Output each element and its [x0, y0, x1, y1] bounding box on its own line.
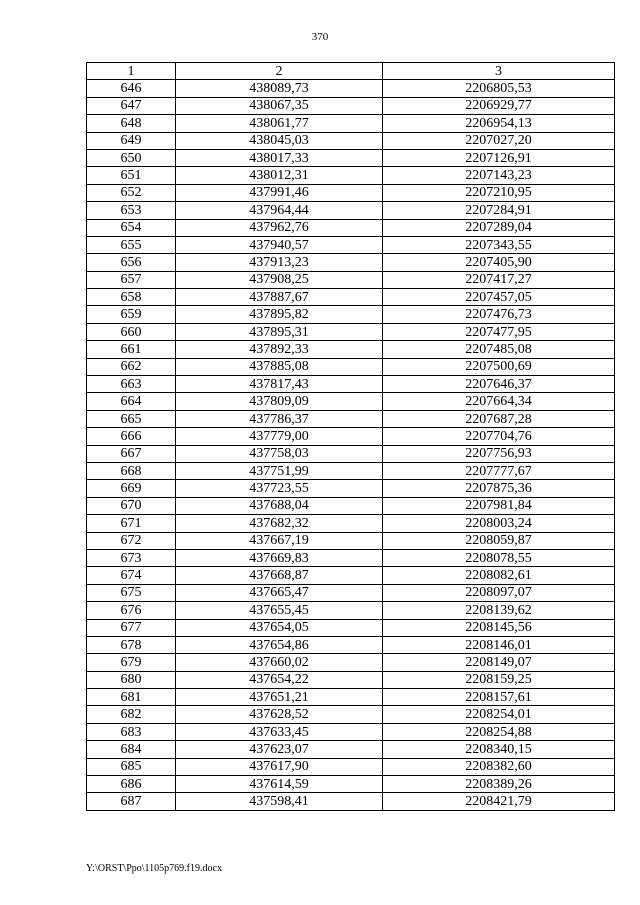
table-row — [87, 428, 615, 445]
table-row — [87, 706, 615, 723]
y-coordinate-cell: 2208097,07 — [383, 584, 615, 601]
table-row — [87, 323, 615, 340]
y-coordinate-cell: 2207477,95 — [383, 323, 615, 340]
point-number-cell: 684 — [87, 741, 176, 758]
table-row — [87, 758, 615, 775]
table-row — [87, 184, 615, 201]
x-coordinate-cell: 437723,55 — [176, 480, 383, 497]
point-number-cell: 678 — [87, 636, 176, 653]
x-coordinate-cell: 437892,33 — [176, 341, 383, 358]
y-coordinate-cell: 2207143,23 — [383, 167, 615, 184]
x-coordinate-cell: 437758,03 — [176, 445, 383, 462]
table-row — [87, 671, 615, 688]
y-coordinate-cell: 2207500,69 — [383, 358, 615, 375]
table-row — [87, 149, 615, 166]
table-row — [87, 480, 615, 497]
y-coordinate-cell: 2208389,26 — [383, 776, 615, 793]
point-number-cell: 659 — [87, 306, 176, 323]
y-coordinate-cell: 2206805,53 — [383, 80, 615, 97]
x-coordinate-cell: 437660,02 — [176, 654, 383, 671]
table-row — [87, 219, 615, 236]
table-row — [87, 515, 615, 532]
table-row — [87, 97, 615, 114]
x-coordinate-cell: 437598,41 — [176, 793, 383, 810]
x-coordinate-cell: 437655,45 — [176, 602, 383, 619]
x-coordinate-cell: 437940,57 — [176, 236, 383, 253]
table-row — [87, 567, 615, 584]
y-coordinate-cell: 2207284,91 — [383, 202, 615, 219]
x-coordinate-cell: 438061,77 — [176, 115, 383, 132]
y-coordinate-cell: 2207405,90 — [383, 254, 615, 271]
x-coordinate-cell: 437654,05 — [176, 619, 383, 636]
x-coordinate-cell: 437617,90 — [176, 758, 383, 775]
point-number-cell: 660 — [87, 323, 176, 340]
x-coordinate-cell: 437665,47 — [176, 584, 383, 601]
y-coordinate-cell: 2208254,88 — [383, 723, 615, 740]
y-coordinate-cell: 2208078,55 — [383, 549, 615, 566]
x-coordinate-cell: 437779,00 — [176, 428, 383, 445]
y-coordinate-cell: 2208340,15 — [383, 741, 615, 758]
x-coordinate-cell: 437817,43 — [176, 376, 383, 393]
table-row — [87, 115, 615, 132]
y-coordinate-cell: 2208003,24 — [383, 515, 615, 532]
x-coordinate-cell: 438017,33 — [176, 149, 383, 166]
y-coordinate-cell: 2208059,87 — [383, 532, 615, 549]
point-number-cell: 653 — [87, 202, 176, 219]
y-coordinate-cell: 2207210,95 — [383, 184, 615, 201]
table-row — [87, 167, 615, 184]
x-coordinate-cell: 437654,22 — [176, 671, 383, 688]
point-number-cell: 672 — [87, 532, 176, 549]
table-row — [87, 654, 615, 671]
point-number-cell: 656 — [87, 254, 176, 271]
point-number-cell: 683 — [87, 723, 176, 740]
y-coordinate-cell: 2207343,55 — [383, 236, 615, 253]
table-row — [87, 689, 615, 706]
y-coordinate-cell: 2208149,07 — [383, 654, 615, 671]
column-header-2: 2 — [176, 63, 383, 80]
x-coordinate-cell: 438012,31 — [176, 167, 383, 184]
y-coordinate-cell: 2206954,13 — [383, 115, 615, 132]
point-number-cell: 682 — [87, 706, 176, 723]
point-number-cell: 680 — [87, 671, 176, 688]
x-coordinate-cell: 437688,04 — [176, 497, 383, 514]
column-header-1: 1 — [87, 63, 176, 80]
y-coordinate-cell: 2207476,73 — [383, 306, 615, 323]
point-number-cell: 670 — [87, 497, 176, 514]
point-number-cell: 658 — [87, 289, 176, 306]
x-coordinate-cell: 438067,35 — [176, 97, 383, 114]
y-coordinate-cell: 2208146,01 — [383, 636, 615, 653]
table-row — [87, 602, 615, 619]
y-coordinate-cell: 2206929,77 — [383, 97, 615, 114]
y-coordinate-cell: 2207646,37 — [383, 376, 615, 393]
y-coordinate-cell: 2207777,67 — [383, 462, 615, 479]
table-row — [87, 132, 615, 149]
table-row — [87, 289, 615, 306]
point-number-cell: 657 — [87, 271, 176, 288]
y-coordinate-cell: 2208139,62 — [383, 602, 615, 619]
table-row — [87, 497, 615, 514]
x-coordinate-cell: 437887,67 — [176, 289, 383, 306]
point-number-cell: 671 — [87, 515, 176, 532]
table-header-row — [87, 63, 615, 80]
point-number-cell: 668 — [87, 462, 176, 479]
table-row — [87, 619, 615, 636]
y-coordinate-cell: 2207664,34 — [383, 393, 615, 410]
table-row — [87, 723, 615, 740]
y-coordinate-cell: 2208382,60 — [383, 758, 615, 775]
point-number-cell: 664 — [87, 393, 176, 410]
point-number-cell: 687 — [87, 793, 176, 810]
table-row — [87, 236, 615, 253]
point-number-cell: 681 — [87, 689, 176, 706]
point-number-cell: 652 — [87, 184, 176, 201]
y-coordinate-cell: 2207289,04 — [383, 219, 615, 236]
y-coordinate-cell: 2207981,84 — [383, 497, 615, 514]
y-coordinate-cell: 2207126,91 — [383, 149, 615, 166]
point-number-cell: 646 — [87, 80, 176, 97]
table-body — [87, 80, 615, 810]
table-row — [87, 341, 615, 358]
table-row — [87, 202, 615, 219]
y-coordinate-cell: 2207485,08 — [383, 341, 615, 358]
y-coordinate-cell: 2207704,76 — [383, 428, 615, 445]
x-coordinate-cell: 437751,99 — [176, 462, 383, 479]
x-coordinate-cell: 437885,08 — [176, 358, 383, 375]
point-number-cell: 666 — [87, 428, 176, 445]
point-number-cell: 667 — [87, 445, 176, 462]
x-coordinate-cell: 437908,25 — [176, 271, 383, 288]
point-number-cell: 676 — [87, 602, 176, 619]
x-coordinate-cell: 437809,09 — [176, 393, 383, 410]
y-coordinate-cell: 2208145,56 — [383, 619, 615, 636]
y-coordinate-cell: 2207756,93 — [383, 445, 615, 462]
x-coordinate-cell: 437913,23 — [176, 254, 383, 271]
table-row — [87, 376, 615, 393]
table-row — [87, 793, 615, 810]
table-row — [87, 584, 615, 601]
point-number-cell: 674 — [87, 567, 176, 584]
x-coordinate-cell: 437628,52 — [176, 706, 383, 723]
x-coordinate-cell: 437668,87 — [176, 567, 383, 584]
point-number-cell: 679 — [87, 654, 176, 671]
column-header-3: 3 — [383, 63, 615, 80]
point-number-cell: 648 — [87, 115, 176, 132]
y-coordinate-cell: 2207027,20 — [383, 132, 615, 149]
page-number: 370 — [311, 31, 329, 43]
y-coordinate-cell: 2207457,05 — [383, 289, 615, 306]
table-row — [87, 358, 615, 375]
point-number-cell: 651 — [87, 167, 176, 184]
x-coordinate-cell: 437651,21 — [176, 689, 383, 706]
x-coordinate-cell: 437962,76 — [176, 219, 383, 236]
x-coordinate-cell: 437964,44 — [176, 202, 383, 219]
point-number-cell: 677 — [87, 619, 176, 636]
y-coordinate-cell: 2207417,27 — [383, 271, 615, 288]
table-row — [87, 549, 615, 566]
point-number-cell: 686 — [87, 776, 176, 793]
x-coordinate-cell: 437895,82 — [176, 306, 383, 323]
x-coordinate-cell: 437786,37 — [176, 410, 383, 427]
x-coordinate-cell: 437633,45 — [176, 723, 383, 740]
table-row — [87, 636, 615, 653]
table-row — [87, 254, 615, 271]
table-row — [87, 271, 615, 288]
table-row — [87, 393, 615, 410]
point-number-cell: 685 — [87, 758, 176, 775]
point-number-cell: 647 — [87, 97, 176, 114]
y-coordinate-cell: 2208254,01 — [383, 706, 615, 723]
x-coordinate-cell: 437623,07 — [176, 741, 383, 758]
point-number-cell: 662 — [87, 358, 176, 375]
point-number-cell: 655 — [87, 236, 176, 253]
x-coordinate-cell: 437991,46 — [176, 184, 383, 201]
point-number-cell: 649 — [87, 132, 176, 149]
y-coordinate-cell: 2208157,61 — [383, 689, 615, 706]
point-number-cell: 675 — [87, 584, 176, 601]
y-coordinate-cell: 2207875,36 — [383, 480, 615, 497]
footer-file-path: Y:\ORST\Ppo\1105p769.f19.docx — [86, 863, 222, 874]
point-number-cell: 661 — [87, 341, 176, 358]
point-number-cell: 673 — [87, 549, 176, 566]
y-coordinate-cell: 2208421,79 — [383, 793, 615, 810]
x-coordinate-cell: 438045,03 — [176, 132, 383, 149]
point-number-cell: 650 — [87, 149, 176, 166]
y-coordinate-cell: 2208082,61 — [383, 567, 615, 584]
table-row — [87, 741, 615, 758]
table-row — [87, 410, 615, 427]
table-row — [87, 306, 615, 323]
x-coordinate-cell: 437895,31 — [176, 323, 383, 340]
y-coordinate-cell: 2207687,28 — [383, 410, 615, 427]
y-coordinate-cell: 2208159,25 — [383, 671, 615, 688]
x-coordinate-cell: 437654,86 — [176, 636, 383, 653]
table-row — [87, 80, 615, 97]
x-coordinate-cell: 437667,19 — [176, 532, 383, 549]
x-coordinate-cell: 437682,32 — [176, 515, 383, 532]
x-coordinate-cell: 437669,83 — [176, 549, 383, 566]
x-coordinate-cell: 437614,59 — [176, 776, 383, 793]
point-number-cell: 663 — [87, 376, 176, 393]
point-number-cell: 669 — [87, 480, 176, 497]
point-number-cell: 665 — [87, 410, 176, 427]
table-row — [87, 776, 615, 793]
point-number-cell: 654 — [87, 219, 176, 236]
x-coordinate-cell: 438089,73 — [176, 80, 383, 97]
table-row — [87, 532, 615, 549]
table-row — [87, 445, 615, 462]
table-row — [87, 462, 615, 479]
coordinates-table — [86, 62, 615, 811]
